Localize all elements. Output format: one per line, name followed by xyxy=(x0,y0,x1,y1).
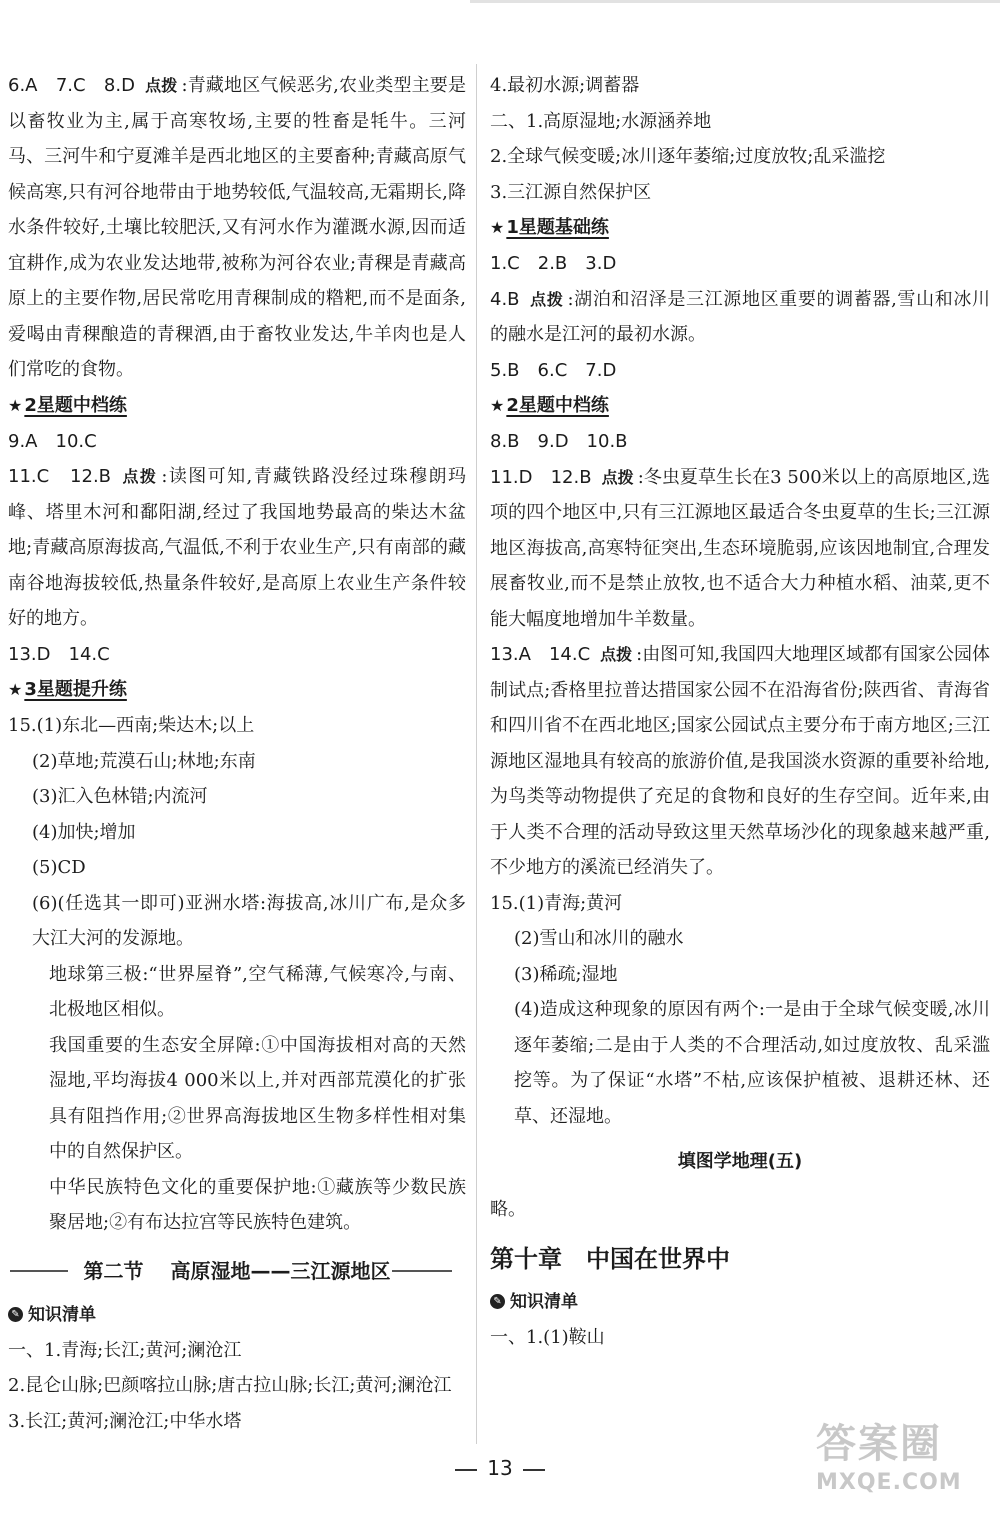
knowledge-item-3: 3.长江;黄河;澜沧江;中华水塔 xyxy=(8,1410,242,1432)
tip-label: 点拨 xyxy=(600,645,633,664)
answer-13-14: 13.A 14.C 点拨 :由图可知,我国四大地理区域都有国家公园体制试点;香格里拉普达措国家公园不在沿海省份;陕西省、青海省和四川省不在西北地区;国家公园试点主要分布于南方地区;三江源地区湿地具有较高的旅游价值,是我国淡水资源的重要补给地,为鸟类等动物提供了充足的食物和良好的生存空间。近年来,由于人类不合理的活动导致这里天然草场沙化的现象越来越严重,不少地方的溪流已经消失了。 xyxy=(490,644,990,878)
q15-part4: (4)造成这种现象的原因有两个:一是由于全球气候变暖,冰川逐年萎缩;二是由于人类的不合理活动,如过度放牧、乱采滥挖等。为了保证“水塔”不枯,应该保护植被、退耕还林、还草、还湿地。 xyxy=(514,999,990,1127)
left-column xyxy=(8,68,466,1439)
watermark-logo xyxy=(816,1420,996,1512)
q15-part6-d: 中华民族特色文化的重要保护地:①藏族等少数民族聚居地;②有布达拉宫等民族特色建筑。 xyxy=(49,1176,466,1233)
fill-map-title: 填图学地理(五) xyxy=(677,1151,803,1172)
star-icon: ★ xyxy=(490,218,505,237)
top-rule xyxy=(470,0,1000,3)
q15-part1: 15.(1)青海;黄河 xyxy=(490,892,623,914)
right-column xyxy=(490,68,990,1355)
q15-part2: (2)雪山和冰川的融水 xyxy=(514,928,684,949)
q15-part6: (6)(任选其一即可)亚洲水塔:海拔高,冰川广布,是众多大江大河的发源地。 xyxy=(32,892,466,949)
knowledge-item-ii-3: 3.三江源自然保护区 xyxy=(490,181,652,203)
heading-dash xyxy=(392,1270,452,1272)
q15-part6-c: 我国重要的生态安全屏障:①中国海拔相对高的天然湿地,平均海拔4 000米以上,并对西部荒漠化的扩张具有阻挡作用;②世界高海拔地区生物多样性相对集中的自然保护区。 xyxy=(49,1034,466,1162)
column-divider xyxy=(476,64,477,1444)
answer-5-7: 5.B 6.C 7.D xyxy=(490,359,617,381)
knowledge-item-ii-1: 二、1.高原湿地;水源涵养地 xyxy=(490,110,712,132)
chapter-heading: 第十章 中国在世界中 xyxy=(490,1244,730,1273)
book-icon: ✎ xyxy=(8,1307,23,1322)
knowledge-item-4: 4.最初水源;调蓄器 xyxy=(490,75,640,96)
page-number: 13 xyxy=(0,1456,1000,1480)
star2-heading: ★ 2星题中档练 xyxy=(490,395,609,416)
knowledge-item-ii-2: 2.全球气候变暖;冰川逐年萎缩;过度放牧;乱采滥挖 xyxy=(490,146,886,167)
star2-heading: ★ 2星题中档练 xyxy=(8,394,127,416)
tip-label: 点拨 xyxy=(601,467,634,487)
star-icon: ★ xyxy=(8,395,23,415)
knowledge-list-heading: ✎ 知识清单 xyxy=(8,1297,466,1333)
answer-9-10: 9.A 10.C xyxy=(8,430,97,452)
heading-dash xyxy=(10,1270,68,1272)
star1-heading: ★ 1星题基础练 xyxy=(490,217,609,238)
star-icon: ★ xyxy=(8,680,23,699)
watermark-text: 答案圈 xyxy=(816,1421,942,1467)
q15-part2: (2)草地;荒漠石山;林地;东南 xyxy=(32,750,256,772)
knowledge-item-2: 2.昆仑山脉;巴颜喀拉山脉;唐古拉山脉;长江;黄河;澜沧江 xyxy=(8,1375,452,1396)
answer-6-8: 6.A 7.C 8.D 点拨 :青藏地区气候恶劣,农业类型主要是以畜牧业为主,属于高寒牧场,主要的牲畜是牦牛。三河马、三河牛和宁夏滩羊是西北地区的主要畜种;青藏高原气候高寒,只有河谷地带由于地势较低,气温较高,无霜期长,降水条件较好,土壤比较肥沃,又有河水作为灌溉水源,因而适宜耕作,成为农业发达地带,被称为河谷农业;青稞是青藏高原上的主要作物,居民常吃用青稞制成的糌粑,而不是面条,爱喝由青稞酿造的青稞酒,由于畜牧业发达,牛羊肉也是人们常吃的食物。 xyxy=(8,75,466,380)
watermark-url: MXQE.COM xyxy=(816,1470,962,1495)
answer-11-12: 11.C 12.B 点拨 :读图可知,青藏铁路没经过珠穆朗玛峰、塔里木河和鄱阳湖,经过了我国地势最高的柴达木盆地;青藏高原海拔高,气温低,不利于农业生产,只有南部的藏南谷地海拔较低,热量条件较好,是高原上农业生产条件较好的地方。 xyxy=(8,466,466,629)
tip-label: 点拨 xyxy=(121,467,158,486)
star-icon: ★ xyxy=(490,396,505,415)
q15-part3: (3)汇入色林错;内流河 xyxy=(32,786,208,807)
q15-part5: (5)CD xyxy=(32,857,86,878)
tip-label: 点拨 xyxy=(144,76,178,95)
knowledge-list-heading: ✎ 知识清单 xyxy=(490,1284,990,1320)
q15-part6-b: 地球第三极:“世界屋脊”,空气稀薄,气候寒冷,与南、北极地区相似。 xyxy=(49,963,466,1020)
star3-heading: ★ 3星题提升练 xyxy=(8,679,127,700)
omitted-note: 略。 xyxy=(490,1199,526,1220)
q15-part4: (4)加快;增加 xyxy=(32,821,136,843)
book-icon: ✎ xyxy=(490,1294,505,1309)
q15-part1: 15.(1)东北—西南;柴达木;以上 xyxy=(8,715,255,736)
q15-part3: (3)稀疏;湿地 xyxy=(514,963,618,985)
knowledge-item-1: 一、1.青海;长江;黄河;澜沧江 xyxy=(8,1339,242,1361)
section-heading: 第二节 高原湿地——三江源地区 xyxy=(8,1247,466,1295)
page-number-dash xyxy=(455,1469,477,1471)
answer-13-14: 13.D 14.C xyxy=(8,643,110,665)
tip-label: 点拨 xyxy=(529,289,564,309)
answer-8-10: 8.B 9.D 10.B xyxy=(490,431,628,452)
answer-11-12: 11.D 12.B 点拨 :冬虫夏草生长在3 500米以上的高原地区,选项的四个地区中,只有三江源地区最适合冬虫夏草的生长;三江源地区海拔高,高寒特征突出,生态环境脆弱,应该因地制宜,合理发展畜牧业,而不是禁止放牧,也不适合大力种植水稻、油菜,更不能大幅度地增加牛羊数量。 xyxy=(490,466,990,630)
knowledge-item-last: 一、1.(1)鞍山 xyxy=(490,1326,605,1348)
page-number-dash xyxy=(523,1469,545,1471)
answer-1-3: 1.C 2.B 3.D xyxy=(490,253,617,274)
answer-4: 4.B 点拨 :湖泊和沼泽是三江源地区重要的调蓄器,雪山和冰川的融水是江河的最初水源。 xyxy=(490,288,990,345)
